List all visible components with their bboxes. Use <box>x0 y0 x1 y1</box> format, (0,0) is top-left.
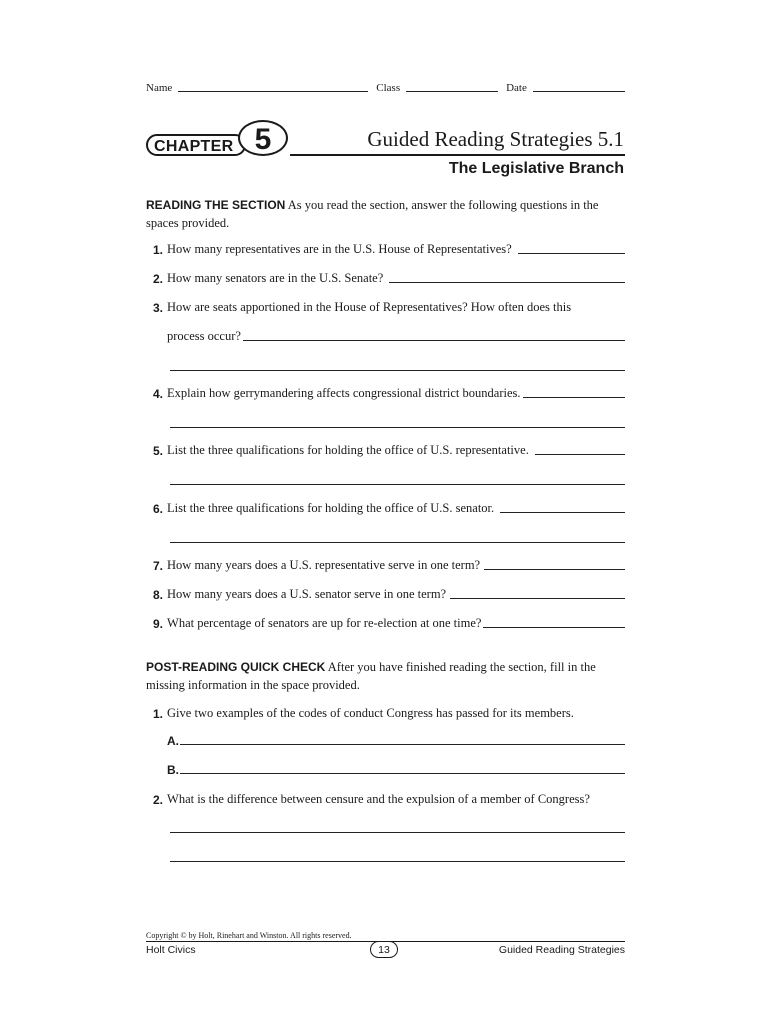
reading-section-heading: READING THE SECTION <box>146 198 286 212</box>
post-question-1: 1. Give two examples of the codes of conduct Congress has passed for its members. <box>153 706 574 721</box>
reading-section-instructions: As you read the section, answer the following questions in the spaces provided. <box>146 198 599 230</box>
answer-line[interactable] <box>170 832 625 833</box>
question-4: 4. Explain how gerrymandering affects congressional district boundaries. <box>153 386 625 401</box>
answer-line[interactable] <box>518 253 625 254</box>
student-info-line <box>146 82 625 94</box>
post-reading-heading: POST-READING QUICK CHECK <box>146 660 326 674</box>
reading-section-intro <box>146 196 625 232</box>
question-5: 5. List the three qualifications for holding the office of U.S. representative. <box>153 443 625 458</box>
footer-series-title: Guided Reading Strategies <box>498 944 625 956</box>
answer-line[interactable] <box>483 627 625 628</box>
answer-line[interactable] <box>389 282 625 283</box>
date-field[interactable] <box>533 91 625 92</box>
answer-line[interactable] <box>535 454 625 455</box>
answer-a: A. <box>167 734 625 748</box>
post-question-2: 2. What is the difference between censure and the expulsion of a member of Congress? <box>153 792 590 807</box>
answer-line[interactable] <box>170 370 625 371</box>
name-field[interactable] <box>178 91 368 92</box>
question-3-continued: process occur? <box>167 329 625 344</box>
answer-line[interactable] <box>170 484 625 485</box>
question-8: 8. How many years does a U.S. senator serve in one term? <box>153 587 625 602</box>
post-reading-intro <box>146 658 625 694</box>
question-3: 3. How are seats apportioned in the House of Representatives? How often does this <box>153 300 572 315</box>
answer-line[interactable] <box>243 340 625 341</box>
answer-line[interactable] <box>180 744 625 745</box>
answer-line[interactable] <box>170 542 625 543</box>
footer-book-title: Holt Civics <box>146 944 196 956</box>
question-2: 2. How many senators are in the U.S. Senate? <box>153 271 625 286</box>
chapter-number: 5 <box>238 120 288 156</box>
date-label: Date <box>506 82 527 94</box>
question-1: 1. How many representatives are in the U.S. House of Representatives? <box>153 242 625 257</box>
question-9: 9. What percentage of senators are up for re-election at one time? <box>153 616 625 631</box>
title-divider <box>290 154 625 156</box>
question-7: 7. How many years does a U.S. representative serve in one term? <box>153 558 625 573</box>
answer-line[interactable] <box>450 598 625 599</box>
page-number: 13 <box>370 941 398 958</box>
name-label: Name <box>146 82 173 94</box>
answer-line[interactable] <box>500 512 625 513</box>
answer-line[interactable] <box>180 773 625 774</box>
class-label: Class <box>376 82 401 94</box>
chapter-label: CHAPTER <box>146 134 246 156</box>
answer-line[interactable] <box>170 861 625 862</box>
question-6: 6. List the three qualifications for holding the office of U.S. senator. <box>153 501 625 516</box>
class-field[interactable] <box>406 91 498 92</box>
post-reading-instructions: After you have finished reading the section, fill in the missing information in the space provided. <box>146 660 596 692</box>
answer-b: B. <box>167 763 625 777</box>
page-title: Guided Reading Strategies 5.1 <box>367 127 624 151</box>
page-subtitle: The Legislative Branch <box>448 160 624 177</box>
copyright-notice: Copyright © by Holt, Rinehart and Winston. All rights reserved. <box>146 931 352 940</box>
answer-line[interactable] <box>523 397 625 398</box>
answer-line[interactable] <box>484 569 625 570</box>
answer-line[interactable] <box>170 427 625 428</box>
